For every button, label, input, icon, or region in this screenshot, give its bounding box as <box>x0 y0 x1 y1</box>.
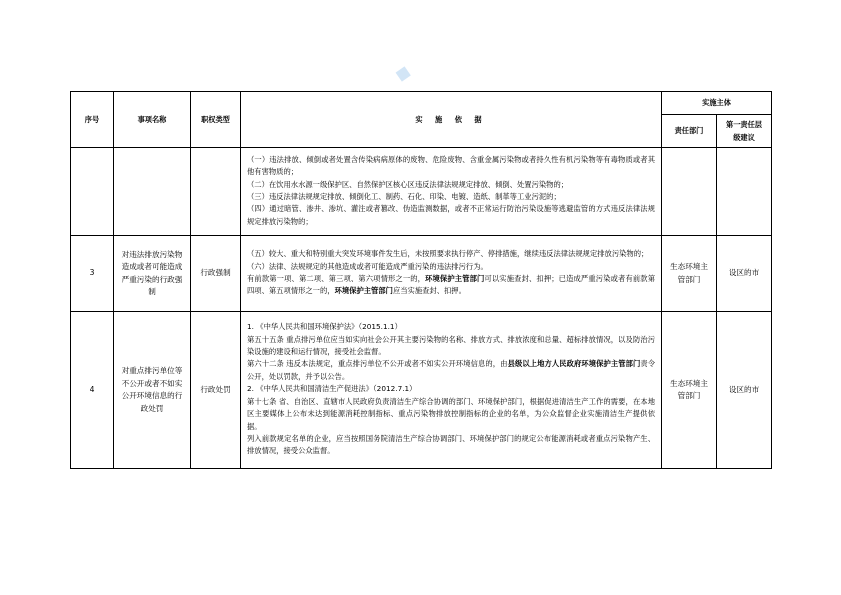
row-dept <box>662 148 717 236</box>
law-article: 第五十五条 重点排污单位应当如实向社会公开其主要污染物的名称、排放方式、排放浓度和总量、超标排放情况，以及防治污染设施的建设和运行情况，接受社会监督。 <box>247 334 655 357</box>
law-title: 1. 《中华人民共和国环境保护法》（2015.1.1） <box>247 322 402 332</box>
row-basis <box>241 148 662 236</box>
row-seq <box>71 148 114 236</box>
basis-item: （二）在饮用水水源一级保护区、自然保护区核心区违反法律法规规定排放、倾倒、处置污染物的； <box>247 179 569 189</box>
row-type: 行政处罚 <box>191 312 241 469</box>
table-row <box>71 312 772 469</box>
row-name: 对重点排污单位等不公开或者不如实公开环境信息的行政处罚 <box>114 312 191 469</box>
basis-item: （三）违反法律法规规定排放、倾倒化工、制药、石化、印染、电镀、造纸、制革等工业污泥的； <box>247 192 561 201</box>
basis-item: （四）通过暗管、渗井、渗坑、灌注或者篡改、伪造监测数据，或者不正常运行防治污染设施等逃避监管的方式违反法律法规规定排放污染物的； <box>247 204 655 226</box>
header-level: 第一责任层级建议 <box>717 115 772 148</box>
basis-item: （一）违法排放、倾倒或者处置含传染病病原体的废物、危险废物、含重金属污染物或者持久性有机污染物等有毒物质或者其他有害物质的； <box>247 154 655 177</box>
header-name: 事项名称 <box>114 92 191 148</box>
basis-item: （六）法律、法规规定的其他造成或者可能造成严重污染的违法排污行为。 <box>247 261 488 271</box>
law-title: 2. 《中华人民共和国清洁生产促进法》（2012.7.1） <box>247 384 417 394</box>
header-seq: 序号 <box>71 92 114 148</box>
row-name: 对违法排放污染物造成或者可能造成严重污染的行政强制 <box>114 236 191 312</box>
header-basis: 实 施 依 据 <box>241 92 662 148</box>
header-type: 职权类型 <box>191 92 241 148</box>
law-article: 第十七条 省、自治区、直辖市人民政府负责清洁生产综合协调的部门、环境保护部门，根据促进清洁生产工作的需要，在本地区主要媒体上公布未达到能源消耗控制指标、重点污染物排放控制指标的企业的名单，为公众监督企业实施清洁生产提供依据。 <box>247 396 655 431</box>
row-name <box>114 148 191 236</box>
row-type: 行政强制 <box>191 236 241 312</box>
law-article: 第六十二条 违反本法规定，重点排污单位不公开或者不如实公开环境信息的，由县级以上地方人民政府环境保护主管部门责令公开，处以罚款，并予以公告。 <box>247 359 656 381</box>
row-level: 设区的市 <box>717 236 772 312</box>
basis-item: 有前款第一项、第二项、第三项、第六项情形之一的，环境保护主管部门可以实施查封、扣押；已造成严重污染或者有前款第四项、第五项情形之一的，环境保护主管部门应当实施查封、扣押。 <box>247 274 656 296</box>
enforcement-table <box>70 91 772 469</box>
header-dept: 责任部门 <box>662 115 717 148</box>
header-subject: 实施主体 <box>662 92 772 115</box>
row-basis <box>241 312 662 469</box>
table-row <box>71 236 772 312</box>
row-level <box>717 148 772 236</box>
row-basis <box>241 236 662 312</box>
row-type <box>191 148 241 236</box>
row-dept: 生态环境主管部门 <box>662 312 717 469</box>
row-dept: 生态环境主管部门 <box>662 236 717 312</box>
watermark: ▪ <box>388 58 417 88</box>
row-seq: 3 <box>71 236 114 312</box>
row-seq: 4 <box>71 312 114 469</box>
table-row <box>71 148 772 236</box>
row-level: 设区的市 <box>717 312 772 469</box>
law-article: 列入前款规定名单的企业，应当按照国务院清洁生产综合协调部门、环境保护部门的规定公布能源消耗或者重点污染物产生、排放情况，接受公众监督。 <box>247 433 655 456</box>
basis-item: （五）较大、重大和特别重大突发环境事件发生后，未按照要求执行停产、停排措施，继续违反法律法规规定排放污染物的； <box>247 249 649 259</box>
